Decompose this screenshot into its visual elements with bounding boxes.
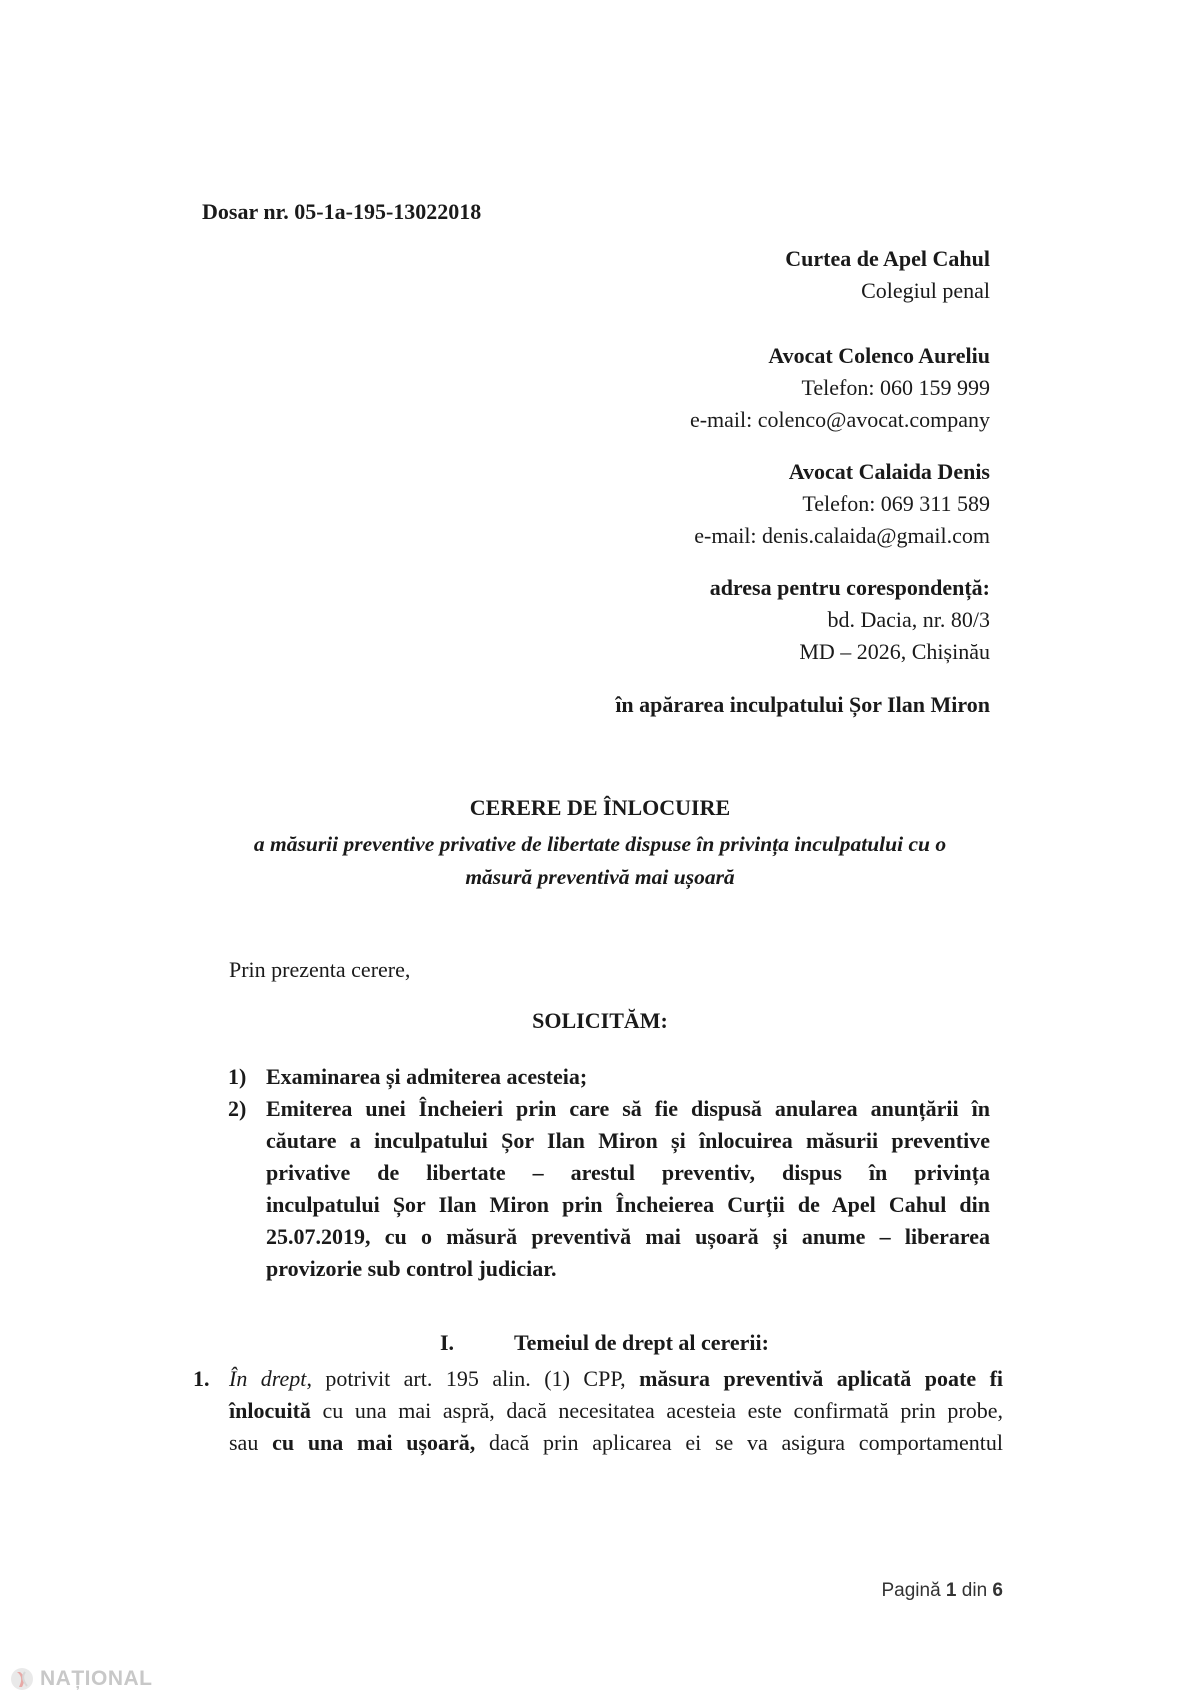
document-title: CERERE DE ÎNLOCUIRE <box>469 795 731 820</box>
correspondence-city: MD – 2026, Chișinău <box>799 639 990 664</box>
page-label: Pagină <box>881 1580 946 1601</box>
court-name: Curtea de Apel Cahul <box>785 246 990 271</box>
lawyer-2-email: e-mail: denis.calaida@gmail.com <box>694 523 990 548</box>
request-line: inculpatului Șor Ilan Miron prin Încheierea Curții de Apel Cahul din <box>266 1192 990 1217</box>
page-indicator <box>881 1580 1003 1602</box>
request-line: privative de libertate – arestul preventiv, dispus în privința <box>266 1160 990 1185</box>
emphasis-italic: În drept <box>229 1366 307 1391</box>
lawyer-1-name: Avocat Colenco Aureliu <box>768 343 990 368</box>
request-line: Emiterea unei Încheieri prin care să fie dispusă anularea anunțării în <box>266 1096 990 1121</box>
lawyer-2-phone: Telefon: 069 311 589 <box>802 491 990 516</box>
text-run: cu una mai aspră, dacă necesitatea acesteia este confirmată prin probe, <box>310 1398 1003 1423</box>
lawyer-1-phone: Telefon: 060 159 999 <box>801 375 990 400</box>
page-separator: din <box>956 1580 993 1601</box>
page-current: 1 <box>945 1580 957 1601</box>
watermark-logo <box>10 1666 153 1692</box>
request-number: 2) <box>228 1096 247 1121</box>
lawyer-1-email: e-mail: colenco@avocat.company <box>689 407 990 432</box>
paragraph-line <box>229 1427 1003 1459</box>
document-subtitle-line-2: măsură preventivă mai ușoară <box>465 865 735 889</box>
defense-line: în apărarea inculpatului Șor Ilan Miron <box>615 692 990 717</box>
request-number: 1) <box>228 1064 247 1089</box>
request-line: căutare a inculpatului Șor Ilan Miron și înlocuirea măsurii preventive <box>266 1128 990 1153</box>
lawyer-2-name: Avocat Calaida Denis <box>788 459 990 484</box>
paragraph-number: 1. <box>193 1366 210 1391</box>
ribbon-icon <box>10 1667 34 1691</box>
intro-text: Prin prezenta cerere, <box>229 957 411 982</box>
request-line: 25.07.2019, cu o măsură preventivă mai ușoară și anume – liberarea <box>266 1224 990 1249</box>
section-heading <box>440 1330 769 1356</box>
section-title: Temeiul de drept al cererii: <box>514 1330 769 1355</box>
emphasis-bold: înlocuită <box>229 1398 311 1423</box>
request-item <box>228 1061 990 1093</box>
paragraph-line <box>229 1395 1003 1427</box>
request-line: provizorie sub control judiciar. <box>266 1256 557 1281</box>
request-item <box>228 1093 990 1285</box>
request-heading: SOLICITĂM: <box>532 1008 668 1033</box>
page-total: 6 <box>992 1580 1003 1601</box>
text-run: sau <box>229 1430 273 1455</box>
emphasis-bold: măsura preventivă aplicată poate fi <box>639 1366 1004 1391</box>
emphasis-bold: cu una mai ușoară, <box>272 1430 476 1455</box>
paragraph <box>193 1363 1003 1459</box>
section-number: I. <box>440 1330 455 1355</box>
paragraph-line <box>229 1363 1003 1395</box>
document-subtitle-line-1: a măsurii preventive privative de libertate dispuse în privința inculpatului cu o <box>253 832 947 856</box>
correspondence-heading: adresa pentru corespondență: <box>709 575 990 600</box>
correspondence-street: bd. Dacia, nr. 80/3 <box>827 607 990 632</box>
watermark-text: NAȚIONAL <box>40 1667 153 1690</box>
court-division: Colegiul penal <box>861 278 990 303</box>
text-run: dacă prin aplicarea ei se va asigura comportamentul <box>475 1430 1003 1455</box>
request-text: Examinarea și admiterea acesteia; <box>266 1064 588 1089</box>
dossier-number: Dosar nr. 05-1a-195-13022018 <box>202 199 482 224</box>
text-run: , potrivit art. 195 alin. (1) CPP, <box>306 1366 640 1391</box>
